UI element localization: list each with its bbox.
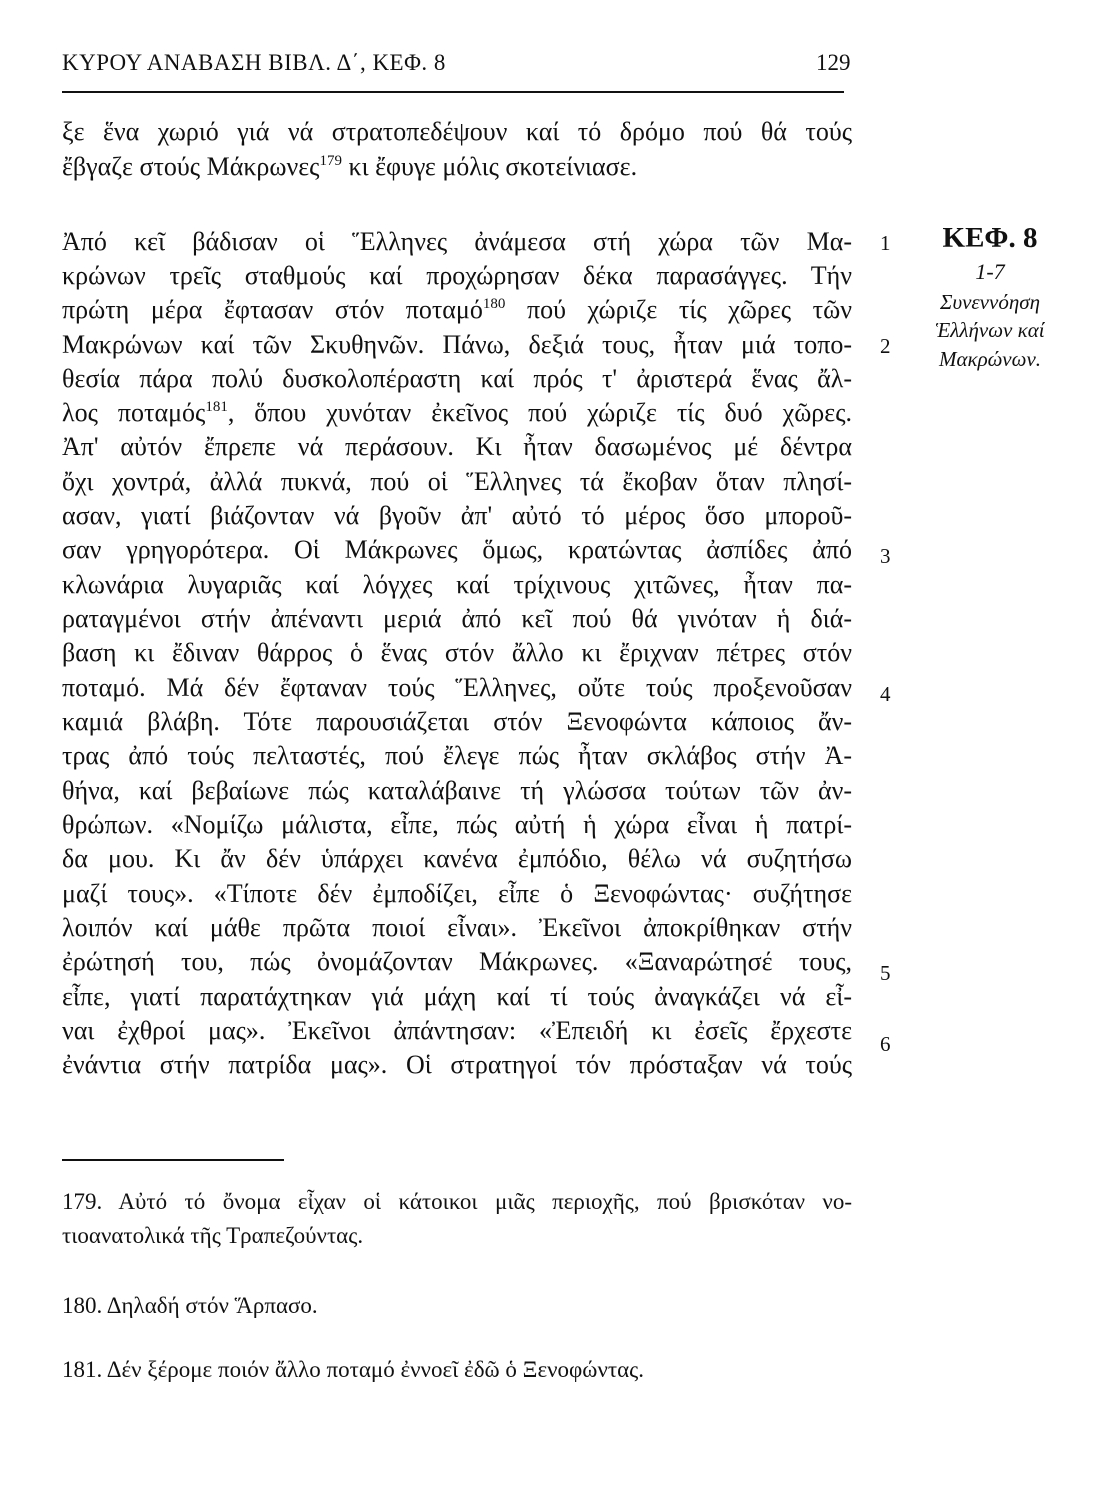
text-span: ἔβγαζε στούς Μάκρωνες <box>62 152 320 181</box>
text-line: καμιά βλάβη. Τότε παρουσιάζεται στόν Ξενοφώντα κάποιος ἄν- <box>62 707 852 736</box>
text-line: Ἀπ' αὐτόν ἔπρεπε νά περάσουν. Κι ἦταν δασωμένος μέ δέντρα <box>62 432 852 461</box>
footnote-ref-180: 180 <box>482 296 506 312</box>
footnote-ref-181: 181 <box>205 399 228 415</box>
text-line: ξε ἕνα χωριό γιά νά στρατοπεδέψουν καί τό δρόμο πού θά τούς <box>62 117 852 146</box>
text-span: κι ἔφυγε μόλις σκοτείνιασε. <box>341 152 638 181</box>
text-line: ποταμό. Μά δέν ἔφταναν τούς Ἕλληνες, οὔτε τούς προξενοῦσαν <box>62 673 852 702</box>
footnote-rule <box>62 1159 284 1161</box>
section-number: 3 <box>880 544 891 568</box>
section-number: 1 <box>880 231 891 255</box>
text-line: ασαν, γιατί βιάζονταν νά βγοῦν ἀπ' αὐτό τό μέρος ὅσο μποροῦ- <box>62 501 852 530</box>
text-line: κρώνων τρεῖς σταθμούς καί προχώρησαν δέκα παρασάγγες. Τήν <box>62 261 852 290</box>
footnote-179: 179. Αὐτό τό ὄνομα εἶχαν οἱ κάτοικοι μιᾶς περιοχῆς, πού βρισκόταν νο- <box>62 1189 852 1214</box>
footnote-180: 180. Δηλαδή στόν Ἅρπασο. <box>62 1293 318 1318</box>
text-line: ἐρώτησή του, πώς ὀνομάζονταν Μάκρωνες. «Ξαναρώτησέ τους, <box>62 947 852 976</box>
text-line: Ἀπό κεῖ βάδισαν οἱ Ἕλληνες ἀνάμεσα στή χώρα τῶν Μα- <box>62 227 852 256</box>
text-line: ὄχι χοντρά, ἀλλά πυκνά, πού οἱ Ἕλληνες τά ἔκοβαν ὅταν πλησί- <box>62 467 852 496</box>
text-line: λοιπόν καί μάθε πρῶτα ποιοί εἶναι». Ἐκεῖνοι ἀποκρίθηκαν στήν <box>62 913 852 942</box>
side-section-range: 1-7 <box>975 259 1005 284</box>
section-number: 4 <box>880 682 891 706</box>
text-line <box>62 398 852 428</box>
text-line: θήνα, καί βεβαίωνε πώς καταλάβαινε τή γλώσσα τούτων τῶν ἀν- <box>62 776 852 805</box>
text-line: θρώπων. «Νομίζω μάλιστα, εἶπε, πώς αὐτή ἡ χώρα εἶναι ἡ πατρί- <box>62 810 852 839</box>
text-line: εἶπε, γιατί παρατάχτηκαν γιά μάχη καί τί τούς ἀναγκάζει νά εἶ- <box>62 982 852 1011</box>
footnote-179-cont: τιοανατολικά τῆς Τραπεζούντας. <box>62 1223 364 1248</box>
text-line: Μακρώνων καί τῶν Σκυθηνῶν. Πάνω, δεξιά τους, ἦταν μιά τοπο- <box>62 330 852 359</box>
page-number: 129 <box>816 50 851 75</box>
running-header: ΚΥΡΟΥ ΑΝΑΒΑΣΗ ΒΙΒΛ. Δ΄, ΚΕΦ. 8 <box>62 50 446 75</box>
footnote-181: 181. Δέν ξέρομε ποιόν ἄλλο ποταμό ἐννοεῖ ἐδῶ ὁ Ξενοφώντας. <box>62 1357 644 1382</box>
text-line: μαζί τους». «Τίποτε δέν ἐμποδίζει, εἶπε ὁ Ξενοφώντας· συζήτησε <box>62 879 852 908</box>
text-line: βαση κι ἔδιναν θάρρος ὁ ἕνας στόν ἄλλο κι ἔριχναν πέτρες στόν <box>62 638 852 667</box>
text-line: ραταγμένοι στήν ἀπέναντι μεριά ἀπό κεῖ πού θά γινόταν ἡ διά- <box>62 604 852 633</box>
side-chapter-heading: ΚΕΦ. 8 <box>942 222 1038 254</box>
text-span: λος ποταμός <box>62 398 206 427</box>
section-number: 2 <box>880 334 891 358</box>
text-span: , ὅπου χυνόταν ἐκεῖνος πού χώριζε τίς δυό χῶρες. <box>227 398 852 427</box>
side-note-line: Μακρώνων. <box>938 347 1042 371</box>
text-span: πρώτη μέρα ἔφτασαν στόν ποταμό <box>62 295 483 324</box>
text-line <box>62 295 852 325</box>
text-line: κλωνάρια λυγαριᾶς καί λόγχες καί τρίχινους χιτῶνες, ἦταν πα- <box>62 570 852 599</box>
footnote-ref-179: 179 <box>319 153 342 169</box>
header-rule <box>62 91 844 93</box>
section-number: 6 <box>880 1032 891 1056</box>
side-note-line: Ἑλλήνων καί <box>935 318 1045 342</box>
text-line: τρας ἀπό τούς πελταστές, πού ἔλεγε πώς ἦταν σκλάβος στήν Ἀ- <box>62 741 852 770</box>
text-line: δα μου. Κι ἄν δέν ὑπάρχει κανένα ἐμπόδιο, θέλω νά συζητήσω <box>62 844 852 873</box>
text-line <box>62 152 852 182</box>
text-line: ναι ἐχθροί μας». Ἐκεῖνοι ἀπάντησαν: «Ἐπειδή κι ἐσεῖς ἔρχεστε <box>62 1016 852 1045</box>
section-number: 5 <box>880 961 891 985</box>
text-line: ἐνάντια στήν πατρίδα μας». Οἱ στρατηγοί τόν πρόσταξαν νά τούς <box>62 1050 852 1079</box>
text-line: σαν γρηγορότερα. Οἱ Μάκρωνες ὅμως, κρατώντας ἀσπίδες ἀπό <box>62 535 852 564</box>
text-line: θεσία πάρα πολύ δυσκολοπέραστη καί πρός τ' ἀριστερά ἕνας ἄλ- <box>62 364 852 393</box>
side-note-line: Συνεννόηση <box>939 290 1041 314</box>
text-span: πού χώριζε τίς χῶρες τῶν <box>505 295 852 324</box>
